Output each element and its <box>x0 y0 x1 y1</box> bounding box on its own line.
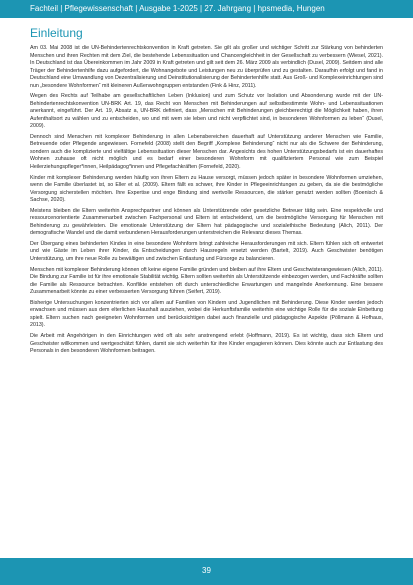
paragraph: Der Übergang eines behinderten Kindes in eine besondere Wohnform bringt zahlreiche Herausforderungen mit sich. Eltern fühlen sich oft entwertet und wie Gäste im Leben ihrer Kinder, da Entscheidungen durch Hausregeln ersetzt werden (Bartelt, 2019). Auch Geschwister benötigen Unterstützung, um ihre neue Rolle zu bewältigen und zwischen Entlastung und Fürsorge zu balancieren. <box>30 240 383 262</box>
section-heading: Einleitung <box>30 26 83 40</box>
paragraph: Die Arbeit mit Angehörigen in den Einrichtungen wird oft als sehr anstrengend erlebt (Hoffmann, 2019). Es ist wichtig, dass sich Eltern und Geschwister willkommen und wertgeschätzt fühlen, damit sie sich weiterhin für ihre Kinder engagieren können. Dies könnte auch zur Entlastung des Personals in den besonderen Wohnformen beitragen. <box>30 333 383 354</box>
paragraph: Kinder mit komplexer Behinderung werden häufig von ihren Eltern zu Hause versorgt, müssen jedoch später in besondere Wohnformen umziehen, wenn die Familie überlastet ist, so Eller et al. (2009). Eltern fällt es schwer, ihre Kinder in Pflegeeinrichtungen zu geben, da sie die bestmögliche Versorgung sicherstellen möchten. Ihre Expertise und enge Bindung sind wertvolle Ressourcen, die stärker genutzt werden sollten (Boenisch & Sachse, 2020). <box>30 174 383 204</box>
page-number: 39 <box>202 566 211 575</box>
paragraph: Menschen mit komplexer Behinderung können oft keine eigene Familie gründen und bleiben auf ihre Eltern und Geschwisterangewiesen (Alich, 2011). Die Bindung zur Familie ist für ihre emotionale Stabilität wichtig. Eltern sollten weiterhin als Unterstützende einbezogen werden, und Fachkräfte sollten die Familie als Ressource betrachten. Konflikte entstehen oft durch unterschiedliche Erwartungen und mangelnde Anerkennung. Eine bessere Zusammenarbeit könnte zu einer verbesserten Versorgung führen (Seifert, 2019). <box>30 266 383 296</box>
article-body <box>30 45 383 550</box>
paragraph: Meistens bleiben die Eltern weiterhin Ansprechpartner und können als Unterstützende oder gesetzliche Betreuer tätig sein. Eine respektvolle und ressourcenorientierte Zusammenarbeit zwischen Fachpersonal und Eltern ist entscheidend, um die bestmögliche Versorgung für Menschen mit Behinderung zu gewährleisten. Die emotionale Unterstützung der Eltern hat pädagogische und sozialethische Bedeutung (Alich, 2011). Der demografische Wandel und die damit verbundenen Herausforderungen unterstreichen die Relevanz dieses Themas. <box>30 207 383 237</box>
paragraph: Dennoch sind Menschen mit komplexer Behinderung in allen Lebensbereichen dauerhaft auf Unterstützung anderer Menschen wie Familie, Betreuende oder Pflegende angewiesen. Fornefeld (2008) stellt den Begriff „Komplexe Behinderung“ nicht nur als die Schwere der Behinderung, sondern auch die komplizierte und vielfältige Lebenssituation dieser Menschen dar. Angesichts des hohen Unterstützungsbedarfs ist ein dauerhaftes Wohnen zuhause oft nicht möglich und es bedarf einer besonderen Wohnform mit qualifiziertem Personal wie zum Beispiel Heilerziehungspfleger*innen, Heilpädagog*innen und Pflegefachkräften (Fornefeld, 2020). <box>30 133 383 170</box>
running-header <box>0 0 413 18</box>
header-text: Fachteil | Pflegewissenschaft | Ausgabe 1-2025 | 27. Jahrgang | hpsmedia, Hungen <box>30 4 325 13</box>
paragraph: Wegen des Rechts auf Teilhabe am gesellschaftlichen Leben (Inklusion) und zum Schutz vor Isolation und Absonderung wurde mit der UN-Behindertenrechtskonvention UN-BRK Art. 19, das Recht von Menschen mit Behinderungen auf selbstbestimmte Wohn- und Lebenssituationen anerkannt, eingeführt. Der Art. 19, Absatz a, UN-BRK definiert, dass „Menschen mit Behinderungen gleichberechtigt die Möglichkeit haben, ihren Aufenthaltsort zu wählen und zu entscheiden, wo und mit wem sie leben und nicht verpflichtet sind, in besonderen Wohnformen zu leben“ (Dusel, 2009). <box>30 93 383 130</box>
paragraph: Am 03. Mai 2008 ist die UN-Behindertenrechtskonvention in Kraft getreten. Sie gilt als großer und wichtiger Schritt zur Stärkung von behinderten Menschen und ihren Rechten mit dem Ziel, die bestehende Lebenssituation und Chancengleichheit in der Gesellschaft zu verbessern (Wiesel, 2021). In Deutschland ist das Übereinkommen im Jahr 2009 in Kraft getreten und gilt seit dem 26. März 2009 als verbindlich (Dusel, 2009). Seitdem sind alle Träger der Behindertenhilfe dazu aufgefordert, die Wohnangebote und Leistungen neu zu überprüfen und zu gestalten. Daraufhin erfolgt und fand in Deutschland eine Umwandlung von Dezentralisierung und Deinstitutionalisierung der Behindertenhilfe statt. Aus Groß- und Komplexeinrichtungen sind nun „besondere Wohnformen“ mit kleineren Außenwohngruppen entstanden (Fink & Hinz, 2011). <box>30 45 383 89</box>
paragraph: Bisherige Untersuchungen konzentrierten sich vor allem auf Familien von Kindern und Jugendlichen mit Behinderung. Diese Kinder werden jedoch erwachsen und müssen aus dem elterlichen Haushalt ausziehen, wobei die Herkunftsfamilie weiterhin eine wichtige Rolle für die soziale Einbettung spielt. Eltern suchen nach geeigneten Wohnformen und berücksichtigen dabei auch finanzielle und pädagogische Aspekte (Pöllmann & Hofhaus, 2013). <box>30 299 383 329</box>
